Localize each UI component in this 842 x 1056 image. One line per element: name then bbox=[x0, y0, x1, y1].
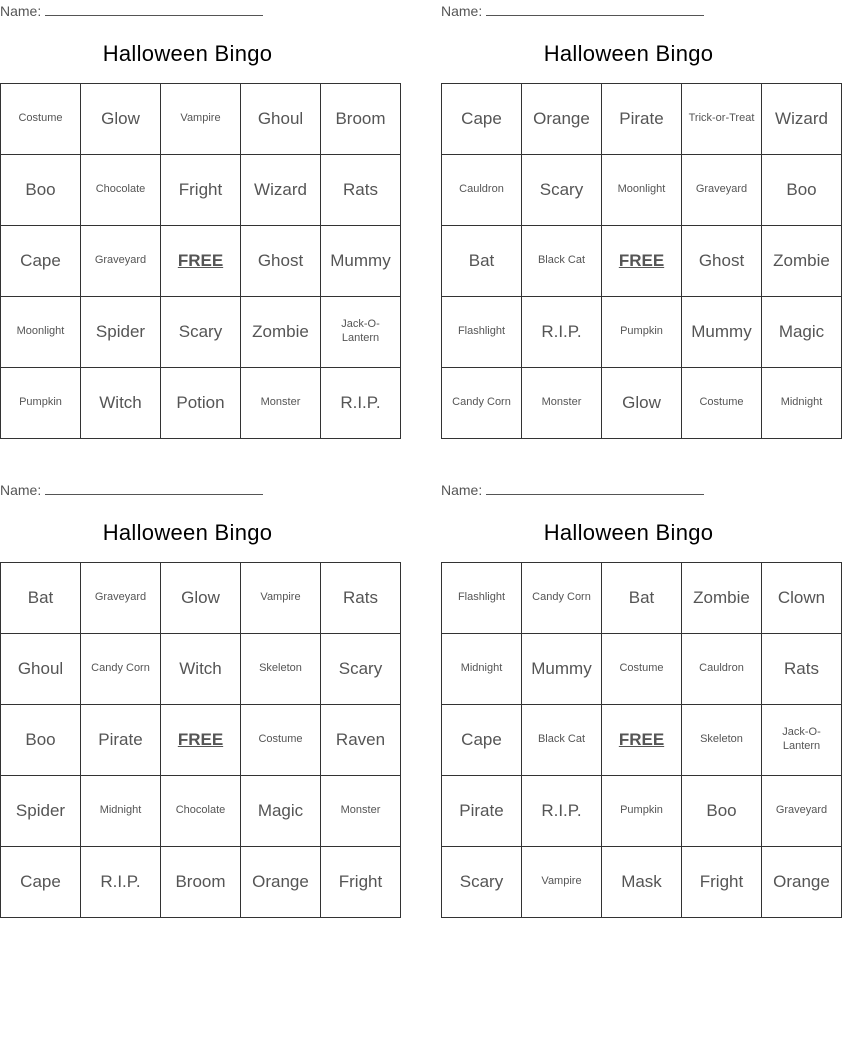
card-title: Halloween Bingo bbox=[543, 520, 714, 545]
bingo-cell: Pumpkin bbox=[602, 776, 682, 847]
bingo-cell: Clown bbox=[762, 563, 842, 634]
bingo-row bbox=[442, 634, 842, 705]
bingo-row bbox=[442, 226, 842, 297]
bingo-cell: Midnight bbox=[442, 634, 522, 705]
bingo-row bbox=[1, 776, 401, 847]
bingo-cell: Chocolate bbox=[161, 776, 241, 847]
bingo-row bbox=[442, 368, 842, 439]
bingo-cell: Ghoul bbox=[1, 634, 81, 705]
bingo-cell: Cape bbox=[442, 84, 522, 155]
bingo-row bbox=[1, 297, 401, 368]
bingo-row bbox=[442, 776, 842, 847]
bingo-cell: Midnight bbox=[762, 368, 842, 439]
bingo-cell: Boo bbox=[682, 776, 762, 847]
bingo-cell: Zombie bbox=[682, 563, 762, 634]
bingo-cell: Candy Corn bbox=[81, 634, 161, 705]
bingo-cell: Wizard bbox=[762, 84, 842, 155]
bingo-cell: Cape bbox=[1, 847, 81, 918]
bingo-cell: Magic bbox=[241, 776, 321, 847]
name-field bbox=[0, 2, 263, 19]
free-space: FREE bbox=[602, 705, 682, 776]
bingo-cell: Jack-O-Lantern bbox=[321, 297, 401, 368]
bingo-row bbox=[1, 368, 401, 439]
bingo-cell: Fright bbox=[321, 847, 401, 918]
card-title: Halloween Bingo bbox=[543, 41, 714, 66]
bingo-cell: Flashlight bbox=[442, 297, 522, 368]
bingo-row bbox=[442, 84, 842, 155]
bingo-cell: Rats bbox=[321, 155, 401, 226]
name-blank[interactable] bbox=[45, 2, 263, 16]
bingo-cell: Pumpkin bbox=[602, 297, 682, 368]
bingo-cell: Fright bbox=[161, 155, 241, 226]
name-label: Name: bbox=[0, 482, 42, 498]
name-label: Name: bbox=[0, 3, 42, 19]
bingo-cell: Graveyard bbox=[762, 776, 842, 847]
free-space: FREE bbox=[161, 705, 241, 776]
bingo-cell: Midnight bbox=[81, 776, 161, 847]
bingo-cell: Ghoul bbox=[241, 84, 321, 155]
name-label: Name: bbox=[441, 482, 483, 498]
free-space: FREE bbox=[161, 226, 241, 297]
bingo-cell: Bat bbox=[1, 563, 81, 634]
bingo-row bbox=[1, 155, 401, 226]
bingo-row bbox=[1, 84, 401, 155]
bingo-cell: Candy Corn bbox=[442, 368, 522, 439]
bingo-cell: Black Cat bbox=[522, 226, 602, 297]
name-field bbox=[441, 2, 704, 19]
bingo-cell: Mummy bbox=[522, 634, 602, 705]
bingo-cell: Orange bbox=[762, 847, 842, 918]
name-blank[interactable] bbox=[486, 481, 704, 495]
bingo-cell: Boo bbox=[1, 155, 81, 226]
bingo-cell: Scary bbox=[442, 847, 522, 918]
bingo-cell: Boo bbox=[1, 705, 81, 776]
bingo-cell: Broom bbox=[161, 847, 241, 918]
bingo-cell: Candy Corn bbox=[522, 563, 602, 634]
bingo-cell: Witch bbox=[81, 368, 161, 439]
bingo-row bbox=[442, 155, 842, 226]
bingo-cell: Spider bbox=[81, 297, 161, 368]
bingo-cell: Mummy bbox=[682, 297, 762, 368]
bingo-row bbox=[1, 847, 401, 918]
bingo-cell: Bat bbox=[442, 226, 522, 297]
bingo-cell: Cauldron bbox=[682, 634, 762, 705]
bingo-row bbox=[1, 634, 401, 705]
bingo-cell: Magic bbox=[762, 297, 842, 368]
bingo-cell: Broom bbox=[321, 84, 401, 155]
bingo-cell: Witch bbox=[161, 634, 241, 705]
bingo-cell: Pirate bbox=[602, 84, 682, 155]
bingo-cell: Costume bbox=[1, 84, 81, 155]
name-blank[interactable] bbox=[45, 481, 263, 495]
bingo-cell: Cape bbox=[1, 226, 81, 297]
bingo-cell: Scary bbox=[321, 634, 401, 705]
bingo-cell: Graveyard bbox=[682, 155, 762, 226]
bingo-cell: Fright bbox=[682, 847, 762, 918]
card-title: Halloween Bingo bbox=[102, 520, 273, 545]
bingo-cell: Boo bbox=[762, 155, 842, 226]
bingo-cell: Wizard bbox=[241, 155, 321, 226]
bingo-cell: Skeleton bbox=[682, 705, 762, 776]
bingo-cell: Skeleton bbox=[241, 634, 321, 705]
bingo-cell: R.I.P. bbox=[522, 776, 602, 847]
bingo-cell: Mummy bbox=[321, 226, 401, 297]
bingo-cell: Glow bbox=[81, 84, 161, 155]
bingo-cell: R.I.P. bbox=[81, 847, 161, 918]
bingo-cell: R.I.P. bbox=[321, 368, 401, 439]
bingo-cell: Moonlight bbox=[602, 155, 682, 226]
bingo-cell: Glow bbox=[602, 368, 682, 439]
bingo-cell: Trick-or-Treat bbox=[682, 84, 762, 155]
bingo-grid bbox=[441, 562, 842, 918]
bingo-cell: Orange bbox=[522, 84, 602, 155]
bingo-grid bbox=[441, 83, 842, 439]
bingo-cell: Chocolate bbox=[81, 155, 161, 226]
bingo-cell: Raven bbox=[321, 705, 401, 776]
bingo-cell: Monster bbox=[321, 776, 401, 847]
bingo-row bbox=[442, 297, 842, 368]
bingo-cell: Zombie bbox=[762, 226, 842, 297]
bingo-cell: Pumpkin bbox=[1, 368, 81, 439]
bingo-row bbox=[1, 563, 401, 634]
bingo-cell: Glow bbox=[161, 563, 241, 634]
bingo-cell: Costume bbox=[602, 634, 682, 705]
bingo-row bbox=[1, 226, 401, 297]
bingo-cell: Vampire bbox=[241, 563, 321, 634]
bingo-cell: Graveyard bbox=[81, 563, 161, 634]
name-blank[interactable] bbox=[486, 2, 704, 16]
bingo-cell: Orange bbox=[241, 847, 321, 918]
bingo-cell: Costume bbox=[241, 705, 321, 776]
bingo-cell: Graveyard bbox=[81, 226, 161, 297]
bingo-row bbox=[442, 563, 842, 634]
name-label: Name: bbox=[441, 3, 483, 19]
bingo-cell: Cape bbox=[442, 705, 522, 776]
bingo-cell: Monster bbox=[522, 368, 602, 439]
bingo-cell: Pirate bbox=[81, 705, 161, 776]
bingo-cell: Pirate bbox=[442, 776, 522, 847]
bingo-cell: Flashlight bbox=[442, 563, 522, 634]
free-space: FREE bbox=[602, 226, 682, 297]
bingo-cell: Jack-O-Lantern bbox=[762, 705, 842, 776]
bingo-cell: Monster bbox=[241, 368, 321, 439]
bingo-cell: Potion bbox=[161, 368, 241, 439]
bingo-cell: Ghost bbox=[682, 226, 762, 297]
bingo-cell: Vampire bbox=[522, 847, 602, 918]
bingo-cell: Spider bbox=[1, 776, 81, 847]
bingo-cell: R.I.P. bbox=[522, 297, 602, 368]
card-title: Halloween Bingo bbox=[102, 41, 273, 66]
bingo-cell: Vampire bbox=[161, 84, 241, 155]
name-field bbox=[0, 481, 263, 498]
bingo-row bbox=[1, 705, 401, 776]
bingo-grid bbox=[0, 83, 401, 439]
bingo-cell: Rats bbox=[762, 634, 842, 705]
bingo-cell: Cauldron bbox=[442, 155, 522, 226]
bingo-row bbox=[442, 847, 842, 918]
bingo-cell: Black Cat bbox=[522, 705, 602, 776]
bingo-cell: Mask bbox=[602, 847, 682, 918]
bingo-cell: Bat bbox=[602, 563, 682, 634]
bingo-grid bbox=[0, 562, 401, 918]
bingo-cell: Zombie bbox=[241, 297, 321, 368]
name-field bbox=[441, 481, 704, 498]
bingo-cell: Costume bbox=[682, 368, 762, 439]
bingo-cell: Moonlight bbox=[1, 297, 81, 368]
bingo-cell: Scary bbox=[522, 155, 602, 226]
bingo-cell: Rats bbox=[321, 563, 401, 634]
bingo-cell: Scary bbox=[161, 297, 241, 368]
bingo-cell: Ghost bbox=[241, 226, 321, 297]
bingo-row bbox=[442, 705, 842, 776]
